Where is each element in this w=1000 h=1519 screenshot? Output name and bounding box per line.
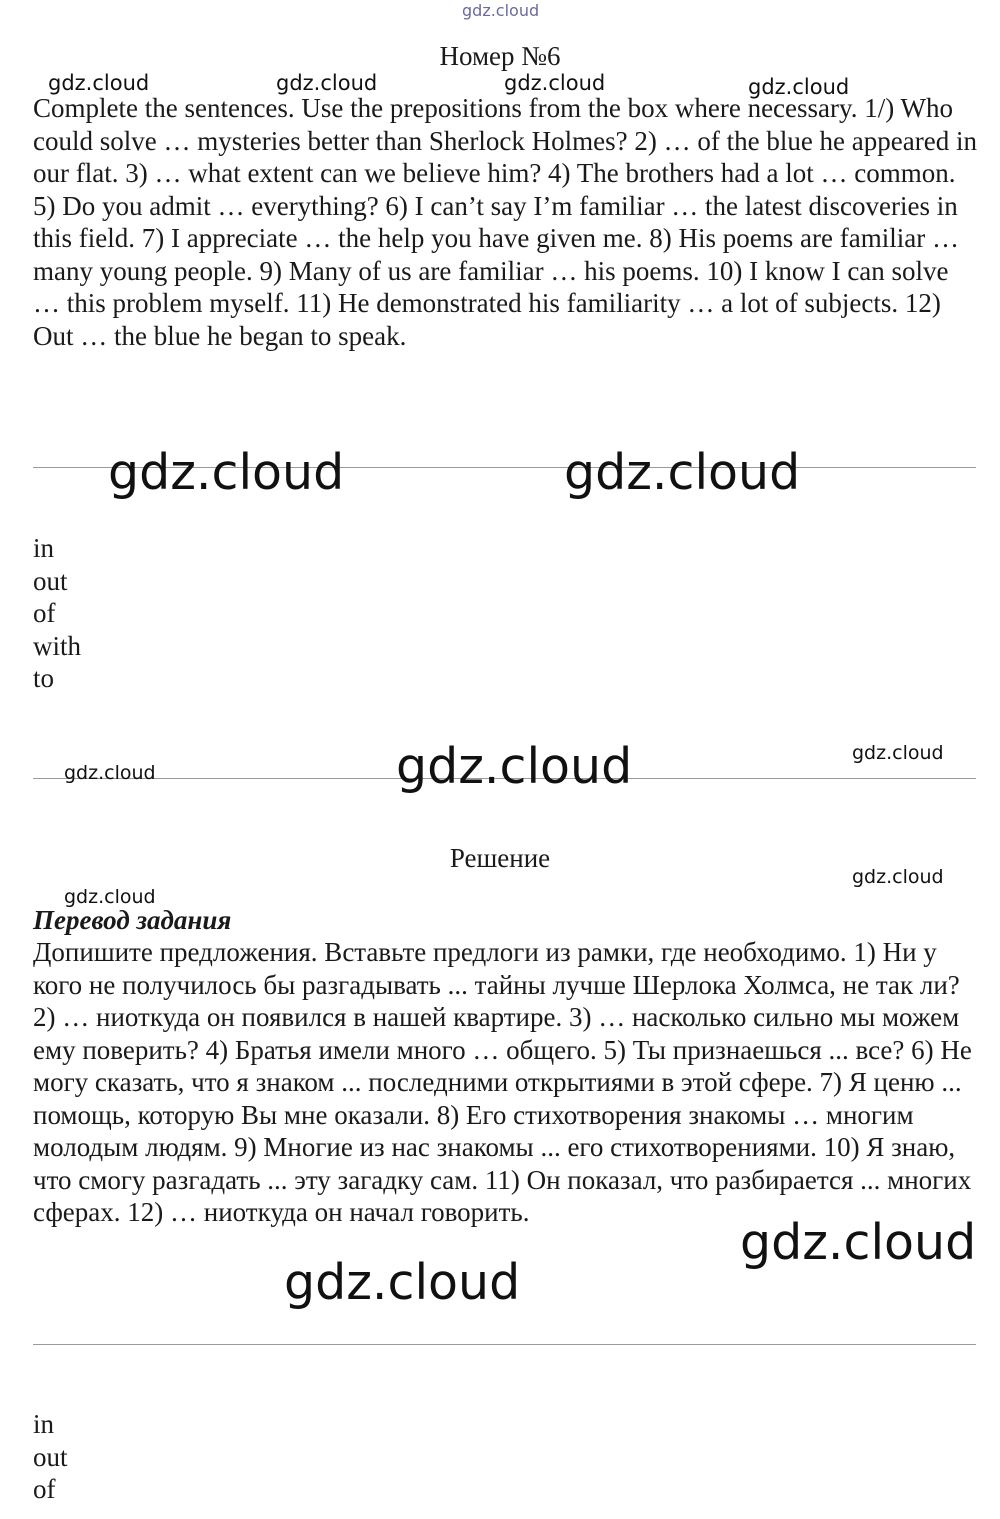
translation-text: Допишите предложения. Вставьте предлоги из рамки, где необходимо. 1) Ни у кого не получилось бы разгадывать ... тайны лучше Шерлока Холмса, не так ли? 2) … ниоткуда он появился в нашей квартире. 3) … насколько сильно мы можем ему поверить? 4) Братья имели много … общего. 5) Ты признаешься ... все? 6) Не могу сказать, что я знаком ... последними открытиями в этой сфере. 7) Я ценю ... помощь, которую Вы мне оказали. 8) Его стихотворения знакомы … многим молодым людям. 9) Многие из нас знакомы ... его стихотворениями. 10) Я знаю, что смогу разгадать ... эту загадку сам. 11) Он показал, что разбирается ... многих сферах. 12) … ниоткуда он начал говорить. [33,937,972,1227]
watermark-small: gdz.cloud [748,75,850,99]
watermark-small: gdz.cloud [852,866,944,888]
watermark-small: gdz.cloud [64,762,156,784]
box-word: to [33,663,55,693]
task-heading: Номер №6 [439,41,561,71]
watermark-small: gdz.cloud [64,886,156,908]
box-top-rule [33,1344,976,1345]
solution-heading: Решение [449,843,551,873]
watermark-large: gdz.cloud [564,444,801,501]
watermark-large: gdz.cloud [284,1254,521,1311]
box-word: in [33,1409,55,1439]
watermark-small: gdz.cloud [48,71,150,95]
watermark-large: gdz.cloud [740,1214,977,1271]
watermark-small: gdz.cloud [276,71,378,95]
box-word: of [33,1474,56,1504]
box-word: out [33,565,68,596]
watermark-large: gdz.cloud [108,444,345,501]
watermark-small: gdz.cloud [504,71,606,95]
preposition-box [33,1408,68,1506]
task-text: Complete the sentences. Use the prepositions from the box where necessary. 1/) Who could solve … mysteries better than Sherlock Holmes? 2) … of the blue he appeared in our flat. 3) … what extent can we believe him? 4) The brothers had a lot … common. 5) Do you admit … everything? 6) I can’t say I’m familiar … the latest discoveries in this field. 7) I appreciate … the help you have given me. 8) His poems are familiar … many young people. 9) Many of us are familiar … his poems. 10) I know I can solve … this problem myself. 11) He demonstrated his familiarity … a lot of subjects. 12) Out … the blue he began to speak. [33,93,977,351]
box-word: with [33,630,82,661]
watermark-small: gdz.cloud [852,742,944,764]
box-word: out [33,1441,68,1472]
box-word: of [33,598,56,628]
box-word: in [33,533,55,563]
watermark-large: gdz.cloud [396,738,633,795]
watermark-top: gdz.cloud [462,1,540,20]
preposition-box [33,532,81,695]
translation-subheading: Перевод задания [33,905,232,935]
